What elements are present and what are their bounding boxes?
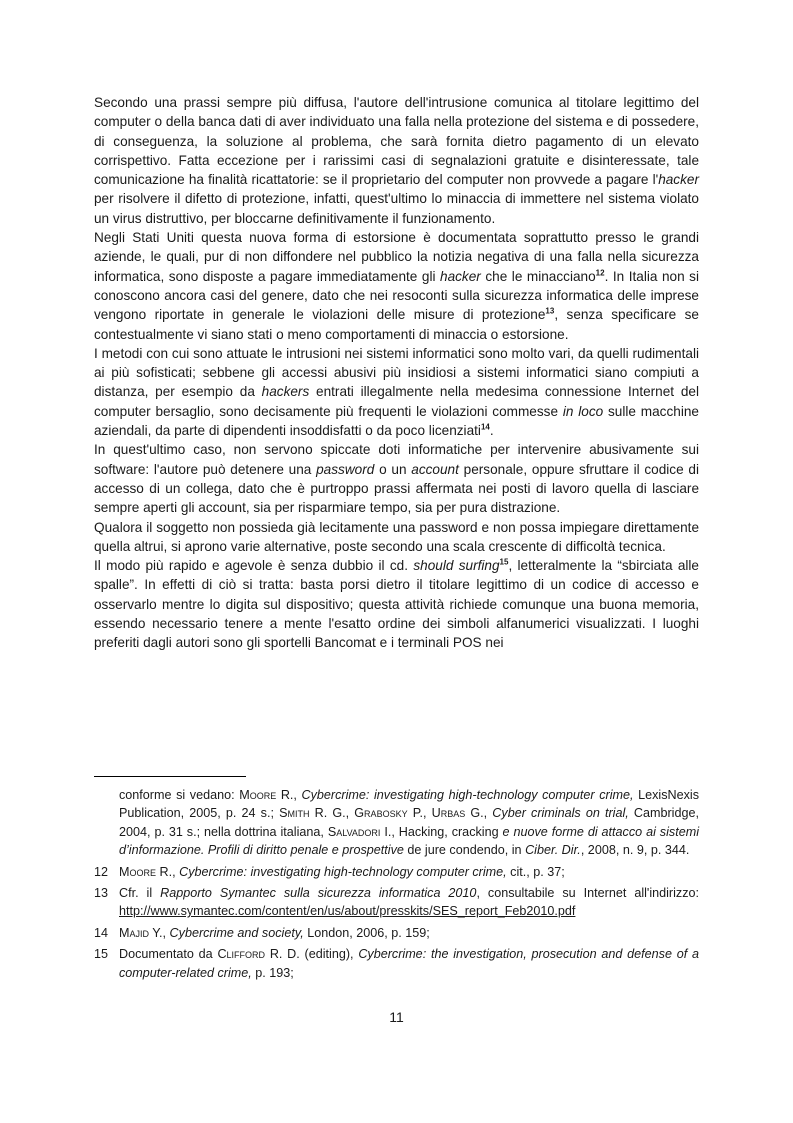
paragraph-3: I metodi con cui sono attuate le intrusioni nei sistemi informatici sono molto vari, da quelli rudimentali ai più sofisticati; sebbene gli accessi abusivi più insidiosi a sistemi informatici siano compiuti a distanza, per esempio da hackers entrati illegalmente nella medesima connessione Internet del computer bersaglio, sono decisamente più frequenti le violazioni commesse in loco sulle macchine aziendali, da parte di dipendenti insoddisfatti o da poco licenziati$^{14}$. (94, 345, 699, 439)
footnote-15: 15 Documentato da Clifford R. D. (editing), Cybercrime: the investigation, prosecution and defense of a computer-related crime, p. 193; (94, 947, 699, 980)
paragraph-6: Il modo più rapido e agevole è senza dubbio il cd. should surfing$^{15}$, letteralmente la “sbirciata alle spalle”. In effetti di ciò si tratta: basta porsi dietro il titolare legittimo di un codice di accesso e osservarlo mentre lo digita sul dispositivo; questa attività richiede comunque una buona memoria, essendo necessario tenere a mente l'esatto ordine dei simboli alfanumerici visualizzati. I luoghi preferiti dagli autori sono gli sportelli Bancomat e i terminali POS nei (94, 557, 699, 651)
footnote-number: 14 (94, 925, 109, 940)
footnote-ref-13[interactable]: 13 (545, 306, 555, 316)
footnotes (94, 786, 699, 985)
paragraph-5: Qualora il soggetto non possieda già lecitamente una password e non possa impiegare direttamente quella altrui, si aprono varie alternative, poste secondo una scala crescente di difficoltà tecnica. (94, 519, 699, 554)
footnote-continuation: conforme si vedano: Moore R., Cybercrime: investigating high-technology computer crime, LexisNexis Publication, 2005, p. 24 s.; Smith R. G., Grabosky P., Urbas G., Cyber criminals on trial, Cambridge, 2004, p. 31 s.; nella dottrina italiana, Salvadori I., Hacking, cracking e nuove forme di attacco ai sistemi d’informazione. Profili di diritto penale e prospettive de jure condendo, in Ciber. Dir., 2008, n. 9, p. 344. (119, 788, 700, 858)
paragraph-1: Secondo una prassi sempre più diffusa, l'autore dell'intrusione comunica al titolare legittimo del computer o della banca dati di aver individuato una falla nella protezione del sistema e di possedere, di conseguenza, la soluzione al problema, che sarà fornita dietro pagamento di un elevato corrispettivo. Fatta eccezione per i rarissimi casi di segnalazioni gratuite e disinteressate, tale comunicazione ha finalità ricattatorie: se il proprietario del computer non provvede a pagare l'hacker per risolvere il difetto di protezione, infatti, quest'ultimo lo minaccia di immettere nel sistema violato un virus distruttivo, per bloccarne definitivamente il funzionamento. (94, 95, 699, 226)
footnote-ref-12[interactable]: 12 (595, 268, 605, 278)
footnote-14: 14 Majid Y., Cybercrime and society, London, 2006, p. 159; (94, 924, 699, 942)
footnote-number: 12 (94, 864, 109, 879)
footnote-number: 13 (94, 886, 109, 901)
main-text (94, 93, 699, 653)
symantec-report-link[interactable]: http://www.symantec.com/content/en/us/about/presskits/SES_report_Feb2010.pdf (119, 904, 576, 919)
footnote-ref-14[interactable]: 14 (480, 422, 490, 432)
paragraph-4: In quest'ultimo caso, non servono spiccate doti informatiche per intervenire abusivamente sui software: l'autore può detenere una password o un account personale, oppure sfruttare il codice di accesso di un collega, dato che è purtroppo prassi affermata nei posti di lavoro quella di lasciare sempre aperti gli account, sia per risparmiare tempo, sia per pura distrazione. (94, 442, 700, 516)
footnote-separator (94, 776, 246, 777)
footnote-13: 13 Cfr. il Rapporto Symantec sulla sicurezza informatica 2010, consultabile su Internet all'indirizzo: http://www.symantec.com/content/en/us/about/presskits/SES_report_Feb2010.pdf (94, 886, 700, 919)
footnote-ref-15[interactable]: 15 (499, 557, 509, 567)
page-number: 11 (389, 1009, 404, 1025)
footnote-number: 15 (94, 947, 109, 962)
paragraph-2: Negli Stati Uniti questa nuova forma di estorsione è documentata soprattutto presso le grandi aziende, le quali, pur di non diffondere nel pubblico la notizia negativa di una falla nella sicurezza informatica, sono disposte a pagare immediatamente gli hacker che le minacciano$^{12}$. In Italia non si conoscono ancora casi del genere, dato che nei resoconti sulla sicurezza informatica delle imprese vengono riportate in generale le violazioni delle misure di protezione$^{13}$, senza specificare se contestualmente vi siano stati o meno comportamenti di minaccia o estorsione. (94, 230, 700, 342)
footnote-12: 12 Moore R., Cybercrime: investigating high-technology computer crime, cit., p. 37; (94, 863, 699, 881)
